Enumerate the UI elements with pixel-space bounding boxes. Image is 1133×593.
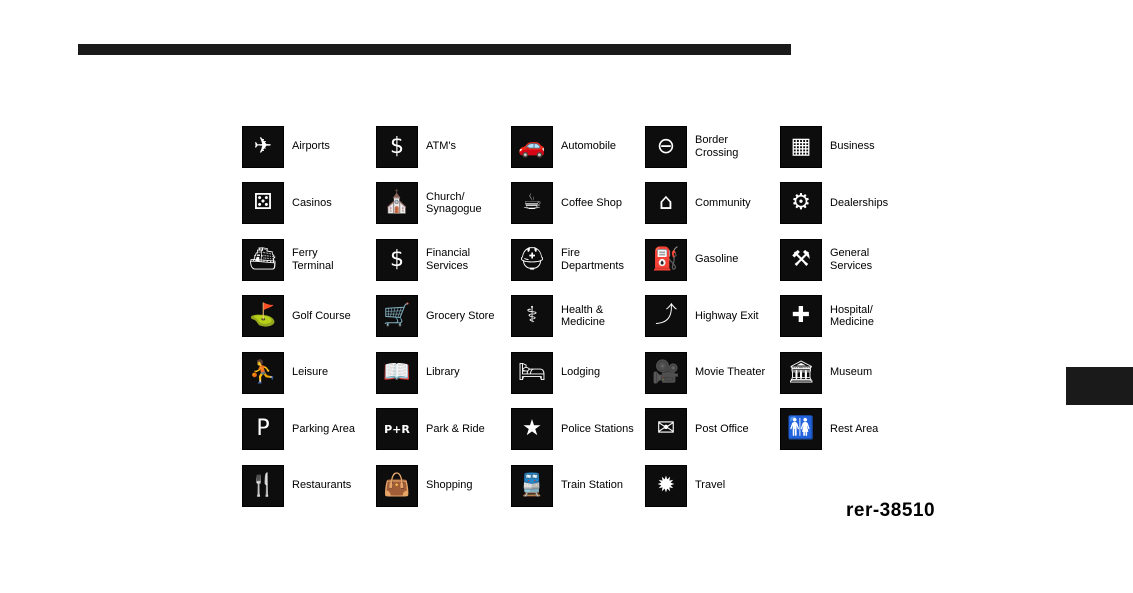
legend-item <box>376 351 511 394</box>
legend-label: Park & Ride <box>426 422 485 435</box>
legend-label: Restaurants <box>292 479 352 492</box>
legend-item <box>242 238 376 281</box>
fork-knife-icon: 🍴 <box>242 465 284 507</box>
legend-label: Border Crossing <box>695 134 739 159</box>
legend-label: Church/ Synagogue <box>426 190 482 215</box>
business-icon: ▦ <box>780 126 822 168</box>
legend-label: Hospital/ Medicine <box>830 303 875 328</box>
legend-label: Fire Departments <box>561 247 624 272</box>
legend-item <box>376 464 511 507</box>
legend-item <box>242 125 376 168</box>
gas-pump-icon: ⛽ <box>645 239 687 281</box>
section-tab <box>1066 367 1133 405</box>
legend-label: Train Station <box>561 479 623 492</box>
legend-item <box>376 182 511 225</box>
header-rule <box>78 44 791 55</box>
border-crossing-icon: ⊖ <box>645 126 687 168</box>
legend-item <box>242 351 376 394</box>
legend-label: Leisure <box>292 366 329 379</box>
legend-item <box>645 238 780 281</box>
parking-icon: P <box>242 408 284 450</box>
book-icon: 📖 <box>376 352 418 394</box>
church-icon: ⛪ <box>376 182 418 224</box>
legend-label: Business <box>830 140 875 153</box>
highway-exit-icon: ⤴ <box>645 295 687 337</box>
legend-label: Automobile <box>561 140 617 153</box>
legend-item <box>511 408 645 451</box>
fire-helmet-icon: ⛑ <box>511 239 553 281</box>
legend-label: Ferry Terminal <box>292 247 334 272</box>
legend-label: Airports <box>292 140 330 153</box>
legend-item <box>645 464 780 507</box>
legend-item <box>780 351 920 394</box>
park-and-ride-icon: P+R <box>376 408 418 450</box>
legend-item <box>645 408 780 451</box>
legend-label: Police Stations <box>561 422 634 435</box>
bed-icon: 🛏 <box>511 352 553 394</box>
community-building-icon: ⌂ <box>645 182 687 224</box>
legend-label: Lodging <box>561 366 601 379</box>
legend-label: Post Office <box>695 422 749 435</box>
ferry-icon: ⛴ <box>242 239 284 281</box>
legend-item <box>780 125 920 168</box>
legend-item <box>511 351 645 394</box>
caduceus-icon: ⚕ <box>511 295 553 337</box>
legend-item <box>645 295 780 338</box>
legend-label: Dealerships <box>830 196 889 209</box>
legend-item <box>376 125 511 168</box>
legend-label: Museum <box>830 366 873 379</box>
coffee-cup-icon: ☕ <box>511 182 553 224</box>
legend-label: Highway Exit <box>695 309 759 322</box>
legend-label: Gasoline <box>695 253 739 266</box>
legend-item <box>242 408 376 451</box>
museum-icon: 🏛 <box>780 352 822 394</box>
legend-item <box>376 295 511 338</box>
leisure-runner-icon: ⛹ <box>242 352 284 394</box>
shopping-bag-icon: 👜 <box>376 465 418 507</box>
legend-label: Shopping <box>426 479 473 492</box>
legend-item <box>645 351 780 394</box>
legend-item <box>511 464 645 507</box>
legend-label: General Services <box>830 247 873 272</box>
hospital-cross-icon: ✚ <box>780 295 822 337</box>
car-icon: 🚗 <box>511 126 553 168</box>
legend-item <box>376 238 511 281</box>
legend-label: Community <box>695 196 751 209</box>
reference-code: rer-38510 <box>846 500 936 521</box>
restroom-icon: 🚻 <box>780 408 822 450</box>
legend-label: Travel <box>695 479 726 492</box>
legend-item <box>242 295 376 338</box>
airplane-icon: ✈ <box>242 126 284 168</box>
legend-label: ATM's <box>426 140 457 153</box>
police-badge-icon: ★ <box>511 408 553 450</box>
legend-label: Library <box>426 366 460 379</box>
legend-item <box>780 408 920 451</box>
legend-item <box>511 125 645 168</box>
legend-label: Movie Theater <box>695 366 766 379</box>
legend-item <box>511 295 645 338</box>
legend-item <box>645 125 780 168</box>
atm-icon: $ <box>376 126 418 168</box>
general-services-icon: ⚒ <box>780 239 822 281</box>
legend-item <box>511 182 645 225</box>
legend-item <box>780 182 920 225</box>
poi-icon-legend <box>242 125 920 521</box>
legend-label: Coffee Shop <box>561 196 622 209</box>
shopping-cart-icon: 🛒 <box>376 295 418 337</box>
dollar-icon: $ <box>376 239 418 281</box>
legend-label: Parking Area <box>292 422 355 435</box>
legend-item <box>780 238 920 281</box>
dice-icon: ⚄ <box>242 182 284 224</box>
legend-label: Golf Course <box>292 309 351 322</box>
legend-item <box>242 464 376 507</box>
legend-label: Grocery Store <box>426 309 495 322</box>
train-icon: 🚆 <box>511 465 553 507</box>
legend-item <box>645 182 780 225</box>
legend-label: Financial Services <box>426 247 471 272</box>
golf-flag-icon: ⛳ <box>242 295 284 337</box>
legend-item <box>242 182 376 225</box>
legend-label: Rest Area <box>830 422 879 435</box>
legend-item <box>780 295 920 338</box>
dealership-icon: ⚙ <box>780 182 822 224</box>
envelope-icon: ✉ <box>645 408 687 450</box>
legend-label: Casinos <box>292 196 332 209</box>
legend-item <box>376 408 511 451</box>
movie-camera-icon: 🎥 <box>645 352 687 394</box>
legend-item <box>511 238 645 281</box>
travel-sun-icon: ✹ <box>645 465 687 507</box>
legend-label: Health & Medicine <box>561 303 606 328</box>
